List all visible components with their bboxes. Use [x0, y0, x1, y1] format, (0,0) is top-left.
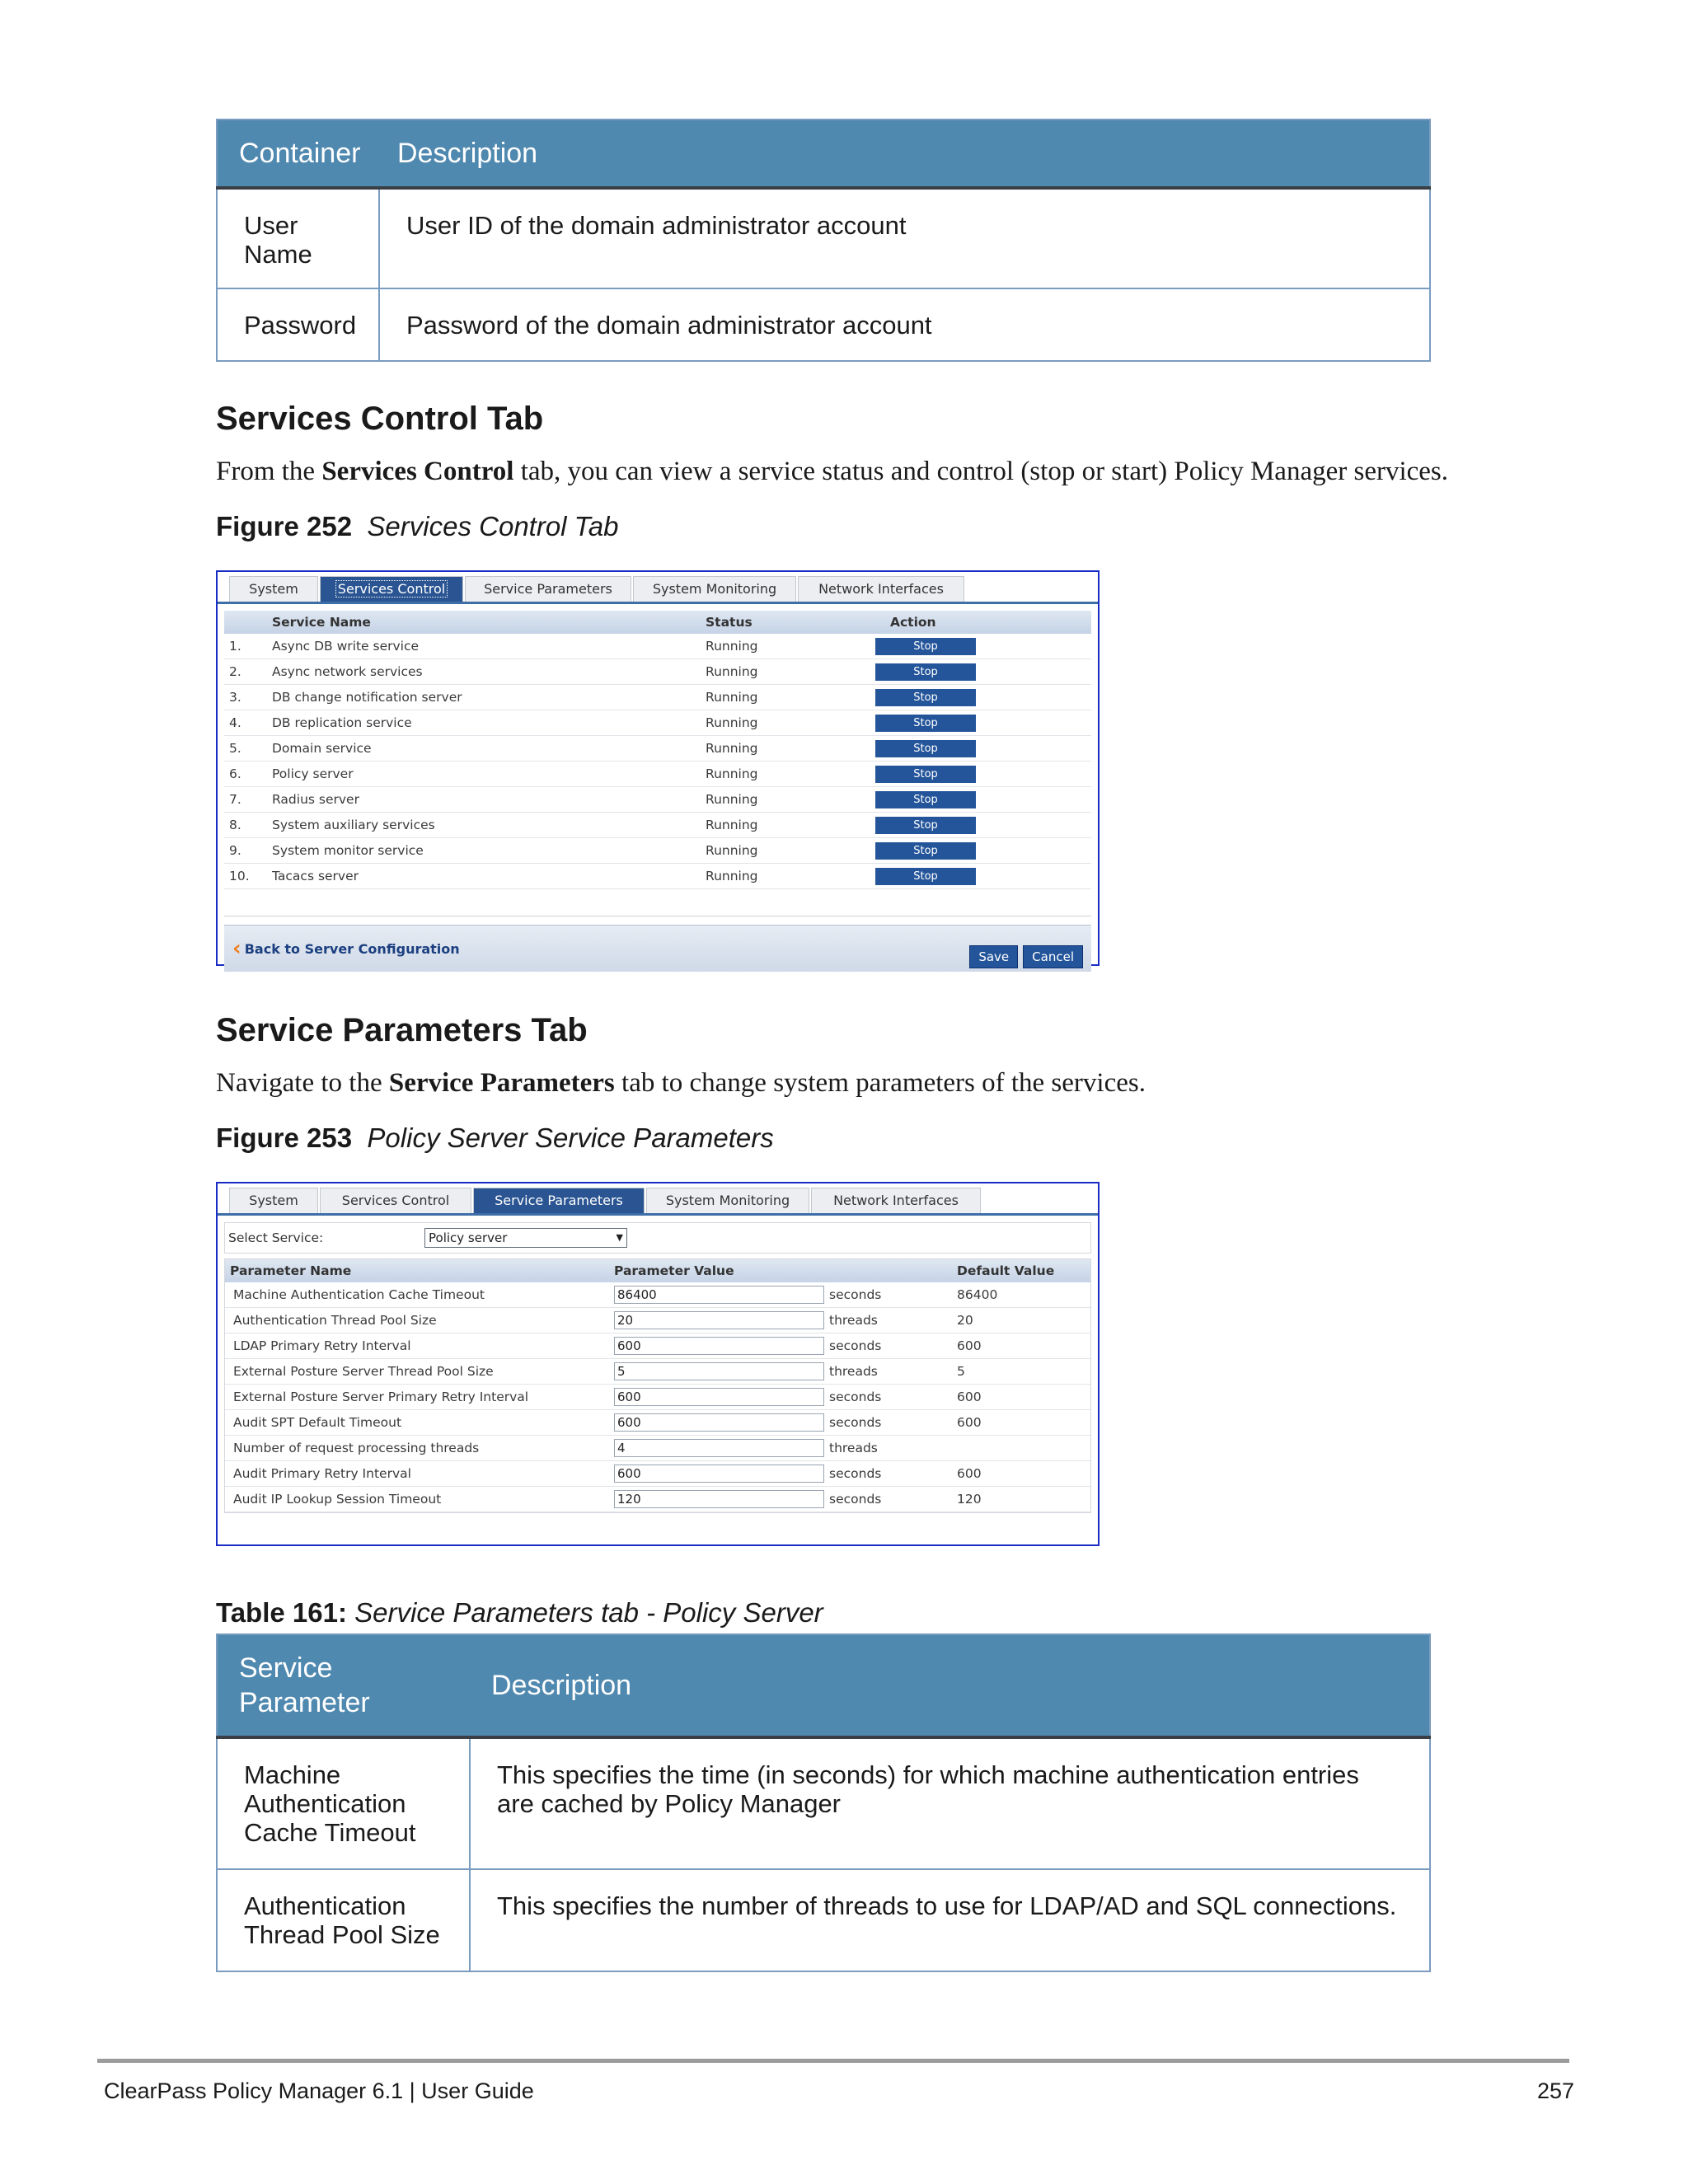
- col-service-name: Service Name: [267, 611, 701, 634]
- service-name: Async DB write service: [267, 634, 701, 659]
- row-number: 4.: [224, 710, 267, 736]
- parameter-unit: threads: [829, 1364, 878, 1379]
- stop-button[interactable]: Stop: [875, 868, 976, 885]
- stop-button[interactable]: Stop: [875, 663, 976, 681]
- tab-service-parameters[interactable]: Service Parameters: [473, 1188, 645, 1213]
- action-cell: [870, 736, 1091, 762]
- parameter-row: [225, 1436, 1090, 1461]
- stop-button[interactable]: Stop: [875, 715, 976, 732]
- header-description: Description: [379, 120, 1430, 188]
- action-cell: [870, 710, 1091, 736]
- parameter-row: [225, 1333, 1090, 1359]
- cell-auth-thread-pool-size: Authentication Thread Pool Size: [217, 1869, 470, 1971]
- parameter-value-cell: [609, 1436, 952, 1461]
- service-status: Running: [701, 634, 870, 659]
- cell-machine-auth-cache-timeout-desc: This specifies the time (in seconds) for which machine authentication entries are cached by Policy Manager: [470, 1737, 1430, 1869]
- save-button[interactable]: Save: [969, 945, 1018, 968]
- parameter-row: [225, 1410, 1090, 1436]
- parameter-value-input[interactable]: 600: [614, 1465, 824, 1483]
- cell-password-desc: Password of the domain administrator account: [379, 288, 1430, 361]
- back-to-server-config-link[interactable]: ‹ Back to Server Configuration: [232, 936, 460, 961]
- service-name: DB replication service: [267, 710, 701, 736]
- tab-system-monitoring[interactable]: System Monitoring: [646, 1188, 809, 1213]
- tab-services-control[interactable]: Services Control: [320, 576, 463, 602]
- action-cell: [870, 685, 1091, 710]
- action-cell: [870, 864, 1091, 889]
- parameters-table: [225, 1259, 1090, 1512]
- stop-button[interactable]: Stop: [875, 740, 976, 757]
- parameter-name: Machine Authentication Cache Timeout: [225, 1282, 609, 1308]
- row-number: 2.: [224, 659, 267, 685]
- parameter-value-input[interactable]: 600: [614, 1337, 824, 1355]
- parameter-value-cell: [609, 1282, 952, 1308]
- parameter-unit: seconds: [829, 1287, 882, 1302]
- footer-page-number: 257: [1536, 2079, 1574, 2103]
- parameter-value-input[interactable]: 120: [614, 1490, 824, 1508]
- default-value: 600: [952, 1410, 1090, 1436]
- col-parameter-name: Parameter Name: [225, 1259, 609, 1282]
- parameter-row: [225, 1487, 1090, 1512]
- service-name: Async network services: [267, 659, 701, 685]
- parameter-value-input[interactable]: 600: [614, 1388, 824, 1406]
- parameter-value-cell: [609, 1410, 952, 1436]
- parameter-value-cell: [609, 1385, 952, 1410]
- row-number: 1.: [224, 634, 267, 659]
- service-parameters-screenshot: [216, 1182, 1100, 1546]
- service-row: [224, 813, 1091, 838]
- cell-auth-thread-pool-size-desc: This specifies the number of threads to use for LDAP/AD and SQL connections.: [470, 1869, 1430, 1971]
- service-parameters-paragraph: Navigate to the Service Parameters tab to change system parameters of the services.: [216, 1068, 1146, 1098]
- tab-network-interfaces[interactable]: Network Interfaces: [811, 1188, 981, 1213]
- stop-button[interactable]: Stop: [875, 766, 976, 783]
- parameter-row: [225, 1385, 1090, 1410]
- service-row: [224, 685, 1091, 710]
- service-selector-row: [224, 1222, 1091, 1254]
- tab-network-interfaces[interactable]: Network Interfaces: [798, 576, 964, 602]
- service-name: Policy server: [267, 762, 701, 787]
- row-number: 7.: [224, 787, 267, 813]
- parameter-row: [225, 1461, 1090, 1487]
- stop-button[interactable]: Stop: [875, 842, 976, 860]
- figure-253-caption: Figure 253 Policy Server Service Parameters: [216, 1122, 774, 1153]
- parameter-name: LDAP Primary Retry Interval: [225, 1333, 609, 1359]
- service-status: Running: [701, 813, 870, 838]
- tab-bar: [218, 1183, 1098, 1216]
- service-status: Running: [701, 864, 870, 889]
- default-value: 600: [952, 1385, 1090, 1410]
- parameter-value-cell: [609, 1308, 952, 1333]
- default-value: 120: [952, 1487, 1090, 1512]
- service-name: System monitor service: [267, 838, 701, 864]
- parameter-unit: seconds: [829, 1338, 882, 1353]
- tab-system[interactable]: System: [229, 1188, 318, 1213]
- services-control-heading: Services Control Tab: [216, 401, 544, 437]
- tab-bar: [218, 572, 1098, 604]
- service-row: [224, 838, 1091, 864]
- row-number: 6.: [224, 762, 267, 787]
- parameter-value-cell: [609, 1487, 952, 1512]
- parameter-name: Audit SPT Default Timeout: [225, 1410, 609, 1436]
- tab-system-monitoring[interactable]: System Monitoring: [633, 576, 796, 602]
- service-status: Running: [701, 762, 870, 787]
- col-default-value: Default Value: [952, 1259, 1090, 1282]
- col-parameter-value: Parameter Value: [609, 1259, 952, 1282]
- footer-guide-title: ClearPass Policy Manager 6.1 | User Guide: [104, 2079, 534, 2103]
- cell-user-name: User Name: [217, 188, 379, 288]
- parameter-name: External Posture Server Thread Pool Size: [225, 1359, 609, 1385]
- header-container: Container: [217, 120, 379, 188]
- default-value: [952, 1436, 1090, 1461]
- parameter-value-input[interactable]: 20: [614, 1311, 824, 1329]
- action-cell: [870, 787, 1091, 813]
- parameter-name: Number of request processing threads: [225, 1436, 609, 1461]
- service-status: Running: [701, 659, 870, 685]
- parameter-row: [225, 1359, 1090, 1385]
- service-name: Tacacs server: [267, 864, 701, 889]
- row-number: 3.: [224, 685, 267, 710]
- parameter-name: Authentication Thread Pool Size: [225, 1308, 609, 1333]
- row-number: 5.: [224, 736, 267, 762]
- parameter-name: External Posture Server Primary Retry Interval: [225, 1385, 609, 1410]
- dropdown-arrow-icon: ▼: [616, 1232, 623, 1243]
- service-name: System auxiliary services: [267, 813, 701, 838]
- parameter-value-cell: [609, 1333, 952, 1359]
- default-value: 20: [952, 1308, 1090, 1333]
- services-rows: [224, 634, 1091, 889]
- parameter-value-input[interactable]: 600: [614, 1413, 824, 1432]
- service-row: [224, 710, 1091, 736]
- parameter-row: [225, 1308, 1090, 1333]
- parameter-row: [225, 1282, 1090, 1308]
- parameter-value-input[interactable]: 86400: [614, 1286, 824, 1304]
- col-action: Action: [870, 611, 1091, 634]
- parameters-rows: [225, 1282, 1090, 1512]
- select-service-label: Select Service:: [228, 1230, 324, 1245]
- stop-button[interactable]: Stop: [875, 817, 976, 834]
- row-number: 10.: [224, 864, 267, 889]
- stop-button[interactable]: Stop: [875, 638, 976, 655]
- services-control-screenshot: [216, 570, 1100, 966]
- col-status: Status: [701, 611, 870, 634]
- service-parameters-table: [216, 1633, 1431, 1972]
- service-row: [224, 787, 1091, 813]
- service-name: DB change notification server: [267, 685, 701, 710]
- parameter-name: Audit Primary Retry Interval: [225, 1461, 609, 1487]
- default-value: 600: [952, 1461, 1090, 1487]
- stop-button[interactable]: Stop: [875, 689, 976, 706]
- service-row: [224, 659, 1091, 685]
- header-service-parameter: Service Parameter: [217, 1634, 470, 1737]
- services-control-paragraph: From the Services Control tab, you can view a service status and control (stop or start) Policy Manager services.: [216, 457, 1449, 486]
- service-row: [224, 634, 1091, 659]
- services-footer-bar: [224, 925, 1091, 972]
- parameter-unit: seconds: [829, 1415, 882, 1430]
- service-status: Running: [701, 838, 870, 864]
- row-number: 9.: [224, 838, 267, 864]
- service-name: Radius server: [267, 787, 701, 813]
- default-value: 5: [952, 1359, 1090, 1385]
- service-status: Running: [701, 736, 870, 762]
- footer-rule: [97, 2059, 1569, 2063]
- cell-password: Password: [217, 288, 379, 361]
- parameter-unit: threads: [829, 1313, 878, 1328]
- service-select[interactable]: Policy server ▼: [424, 1228, 627, 1248]
- parameter-value-input[interactable]: 4: [614, 1439, 824, 1457]
- action-cell: [870, 634, 1091, 659]
- parameter-value-input[interactable]: 5: [614, 1362, 824, 1380]
- action-cell: [870, 762, 1091, 787]
- back-arrow-icon: ‹: [232, 936, 241, 961]
- parameter-value-cell: [609, 1359, 952, 1385]
- action-cell: [870, 838, 1091, 864]
- tab-services-control[interactable]: Services Control: [320, 1188, 471, 1213]
- action-buttons: [969, 945, 1083, 968]
- parameter-unit: seconds: [829, 1390, 882, 1404]
- service-row: [224, 762, 1091, 787]
- parameters-table-panel: [224, 1258, 1091, 1513]
- parameter-unit: seconds: [829, 1492, 882, 1507]
- col-num: [224, 611, 267, 634]
- stop-button[interactable]: Stop: [875, 791, 976, 808]
- service-row: [224, 736, 1091, 762]
- table-161-caption: Table 161: Service Parameters tab - Policy Server: [216, 1597, 823, 1628]
- default-value: 600: [952, 1333, 1090, 1359]
- service-status: Running: [701, 685, 870, 710]
- services-table-panel: [224, 611, 1091, 916]
- cancel-button[interactable]: Cancel: [1023, 945, 1083, 968]
- action-cell: [870, 659, 1091, 685]
- parameter-value-cell: [609, 1461, 952, 1487]
- header-description: Description: [470, 1634, 1430, 1737]
- action-cell: [870, 813, 1091, 838]
- service-status: Running: [701, 787, 870, 813]
- figure-252-caption: Figure 252 Services Control Tab: [216, 511, 619, 541]
- parameter-unit: seconds: [829, 1466, 882, 1481]
- tab-service-parameters[interactable]: Service Parameters: [465, 576, 631, 602]
- cell-user-name-desc: User ID of the domain administrator account: [379, 188, 1430, 288]
- service-name: Domain service: [267, 736, 701, 762]
- parameter-unit: threads: [829, 1441, 878, 1455]
- service-row: [224, 864, 1091, 889]
- services-table: [224, 611, 1091, 889]
- tab-system[interactable]: System: [229, 576, 318, 602]
- service-parameters-heading: Service Parameters Tab: [216, 1012, 588, 1048]
- row-number: 8.: [224, 813, 267, 838]
- container-table: [216, 119, 1431, 362]
- default-value: 86400: [952, 1282, 1090, 1308]
- service-status: Running: [701, 710, 870, 736]
- cell-machine-auth-cache-timeout: Machine Authentication Cache Timeout: [217, 1737, 470, 1869]
- parameter-name: Audit IP Lookup Session Timeout: [225, 1487, 609, 1512]
